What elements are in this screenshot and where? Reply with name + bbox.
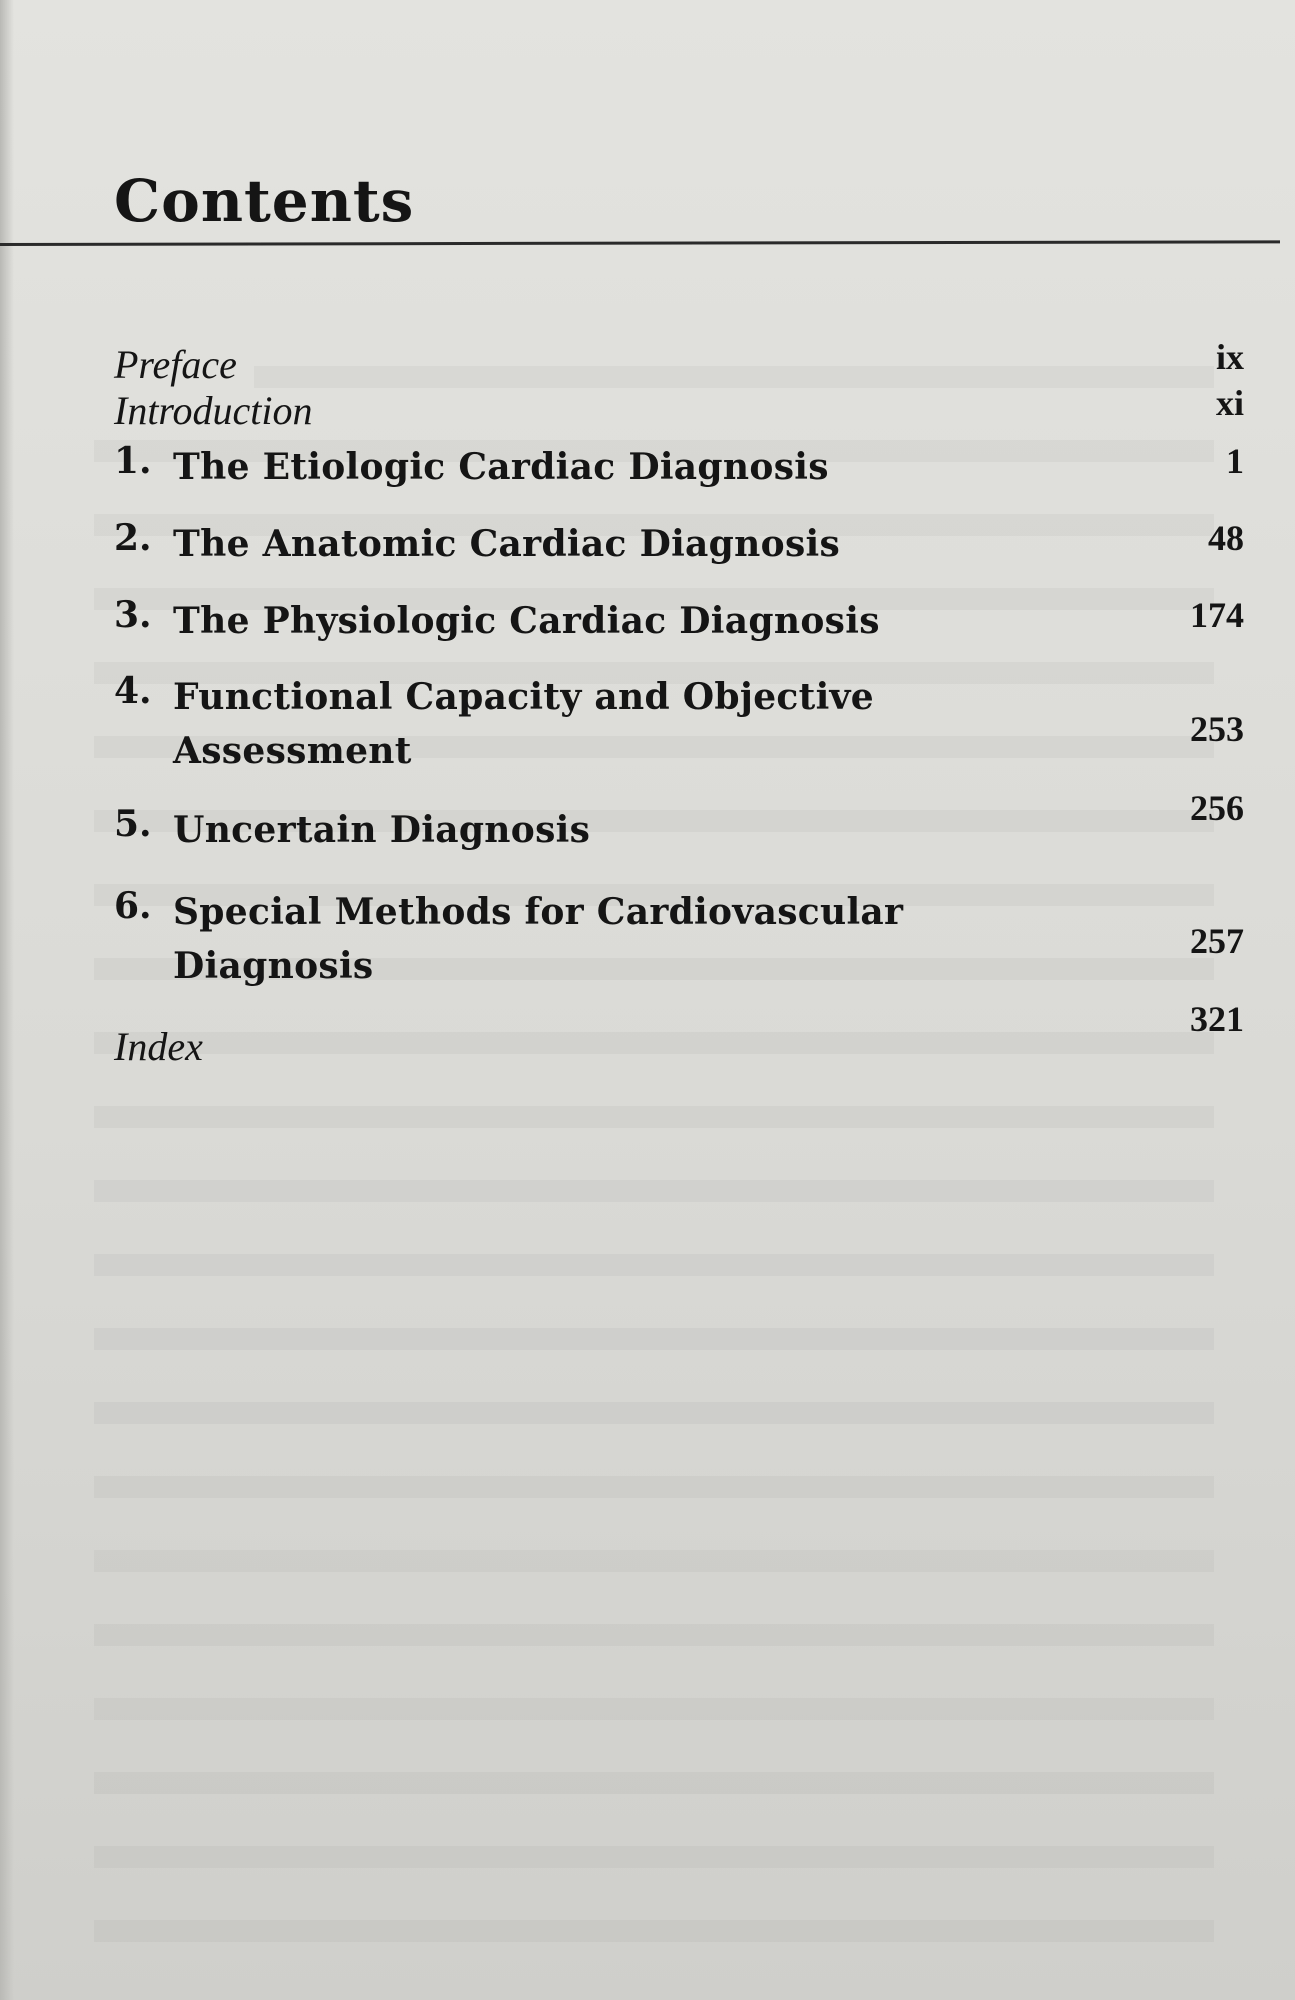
toc-entry-chapter-4[interactable] (114, 670, 1244, 778)
page-title: Contents (114, 167, 415, 235)
toc-entry-chapter-3[interactable] (114, 594, 1244, 648)
toc-entry-label: Index (114, 1024, 203, 1069)
toc-entry-chapter-1[interactable] (114, 440, 1244, 494)
chapter-page: 48 (1208, 518, 1244, 558)
toc-entry-index[interactable] (114, 999, 1244, 1074)
chapter-number: 2. (114, 517, 152, 559)
chapter-title: The Etiologic Cardiac Diagnosis (173, 446, 829, 488)
chapter-page: 174 (1190, 595, 1244, 635)
chapter-number: 1. (114, 440, 152, 482)
chapter-title: The Anatomic Cardiac Diagnosis (173, 523, 841, 565)
toc-entry-chapter-5[interactable] (114, 788, 1244, 857)
toc-entry-page: 321 (1190, 999, 1244, 1039)
chapter-number: 4. (114, 670, 152, 712)
toc-entry-introduction[interactable] (114, 383, 1244, 434)
chapter-title: The Physiologic Cardiac Diagnosis (173, 600, 880, 642)
chapter-page: 253 (1190, 709, 1244, 749)
chapter-number: 6. (114, 885, 152, 927)
toc-entry-page: ix (1215, 337, 1244, 377)
chapter-number: 3. (114, 594, 152, 636)
toc-entry-chapter-2[interactable] (114, 517, 1244, 571)
toc-entry-label: Preface (114, 342, 237, 387)
toc-entry-label: Introduction (114, 388, 313, 433)
chapter-page: 256 (1190, 788, 1244, 828)
chapter-title: Functional Capacity and Objective Assessment (173, 676, 874, 772)
chapter-title: Uncertain Diagnosis (173, 809, 591, 851)
chapter-title: Special Methods for Cardiovascular Diagnosis (173, 891, 904, 987)
toc-entry-page: xi (1215, 383, 1244, 423)
title-rule (0, 240, 1280, 246)
chapter-number: 5. (114, 803, 152, 845)
chapter-page: 257 (1190, 921, 1244, 961)
chapter-page: 1 (1226, 441, 1244, 481)
toc-entry-chapter-6[interactable] (114, 885, 1244, 993)
toc-entry-preface[interactable] (114, 337, 1244, 388)
